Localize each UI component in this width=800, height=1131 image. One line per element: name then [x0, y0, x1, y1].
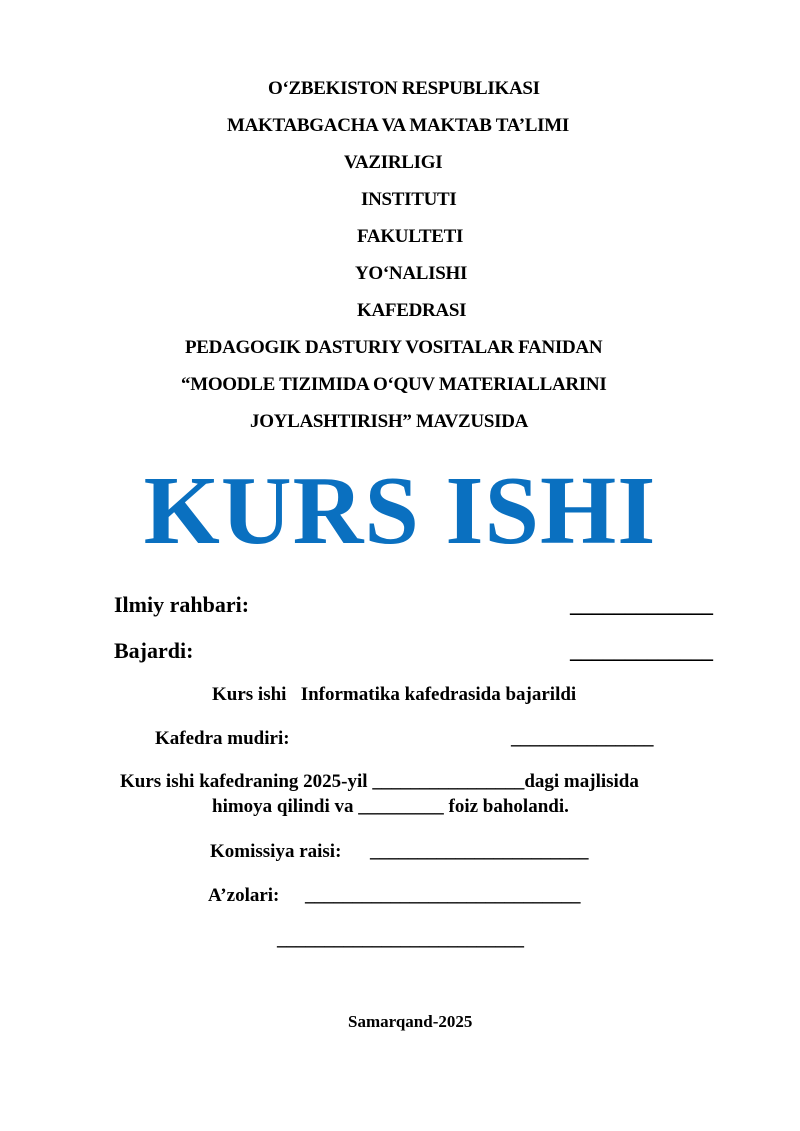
defense-text-line-2: himoya qilindi va _________ foiz baholandi.: [212, 796, 569, 817]
department-head-signature-line: _______________: [511, 728, 654, 749]
performer-label: Bajardi:: [114, 638, 194, 663]
performer-signature-line: _____________: [570, 638, 713, 663]
supervisor-label: Ilmiy rahbari:: [114, 592, 250, 617]
department-head-label: Kafedra mudiri:: [155, 728, 290, 749]
topic-line-1: “MOODLE TIZIMIDA O‘QUV MATERIALLARINI: [181, 374, 607, 395]
document-title: KURS ISHI: [143, 457, 657, 565]
direction-line: YO‘NALISHI: [355, 263, 468, 284]
department-line: KAFEDRASI: [357, 300, 467, 321]
members-signature-line-2: __________________________: [277, 929, 524, 950]
ministry-line-2: VAZIRLIGI: [344, 152, 443, 173]
subject-line: PEDAGOGIK DASTURIY VOSITALAR FANIDAN: [185, 337, 603, 358]
faculty-line: FAKULTETI: [357, 226, 464, 247]
members-signature-line: _____________________________: [305, 885, 581, 906]
commission-chair-label: Komissiya raisi:: [210, 841, 342, 862]
supervisor-signature-line: _____________: [570, 592, 713, 617]
country-line: O‘ZBEKISTON RESPUBLIKASI: [268, 78, 540, 99]
members-label: A’zolari:: [208, 885, 280, 906]
ministry-line: MAKTABGACHA VA MAKTAB TA’LIMI: [227, 115, 569, 136]
place-and-year: Samarqand-2025: [348, 1012, 473, 1031]
commission-chair-signature-line: _______________________: [370, 841, 589, 862]
completed-at-text: Kurs ishi Informatika kafedrasida bajarildi: [212, 684, 577, 705]
defense-text-line-1: Kurs ishi kafedraning 2025-yil ________________dagi majlisida: [120, 771, 639, 792]
institute-line: INSTITUTI: [361, 189, 457, 210]
topic-line-2: JOYLASHTIRISH” MAVZUSIDA: [250, 411, 529, 432]
